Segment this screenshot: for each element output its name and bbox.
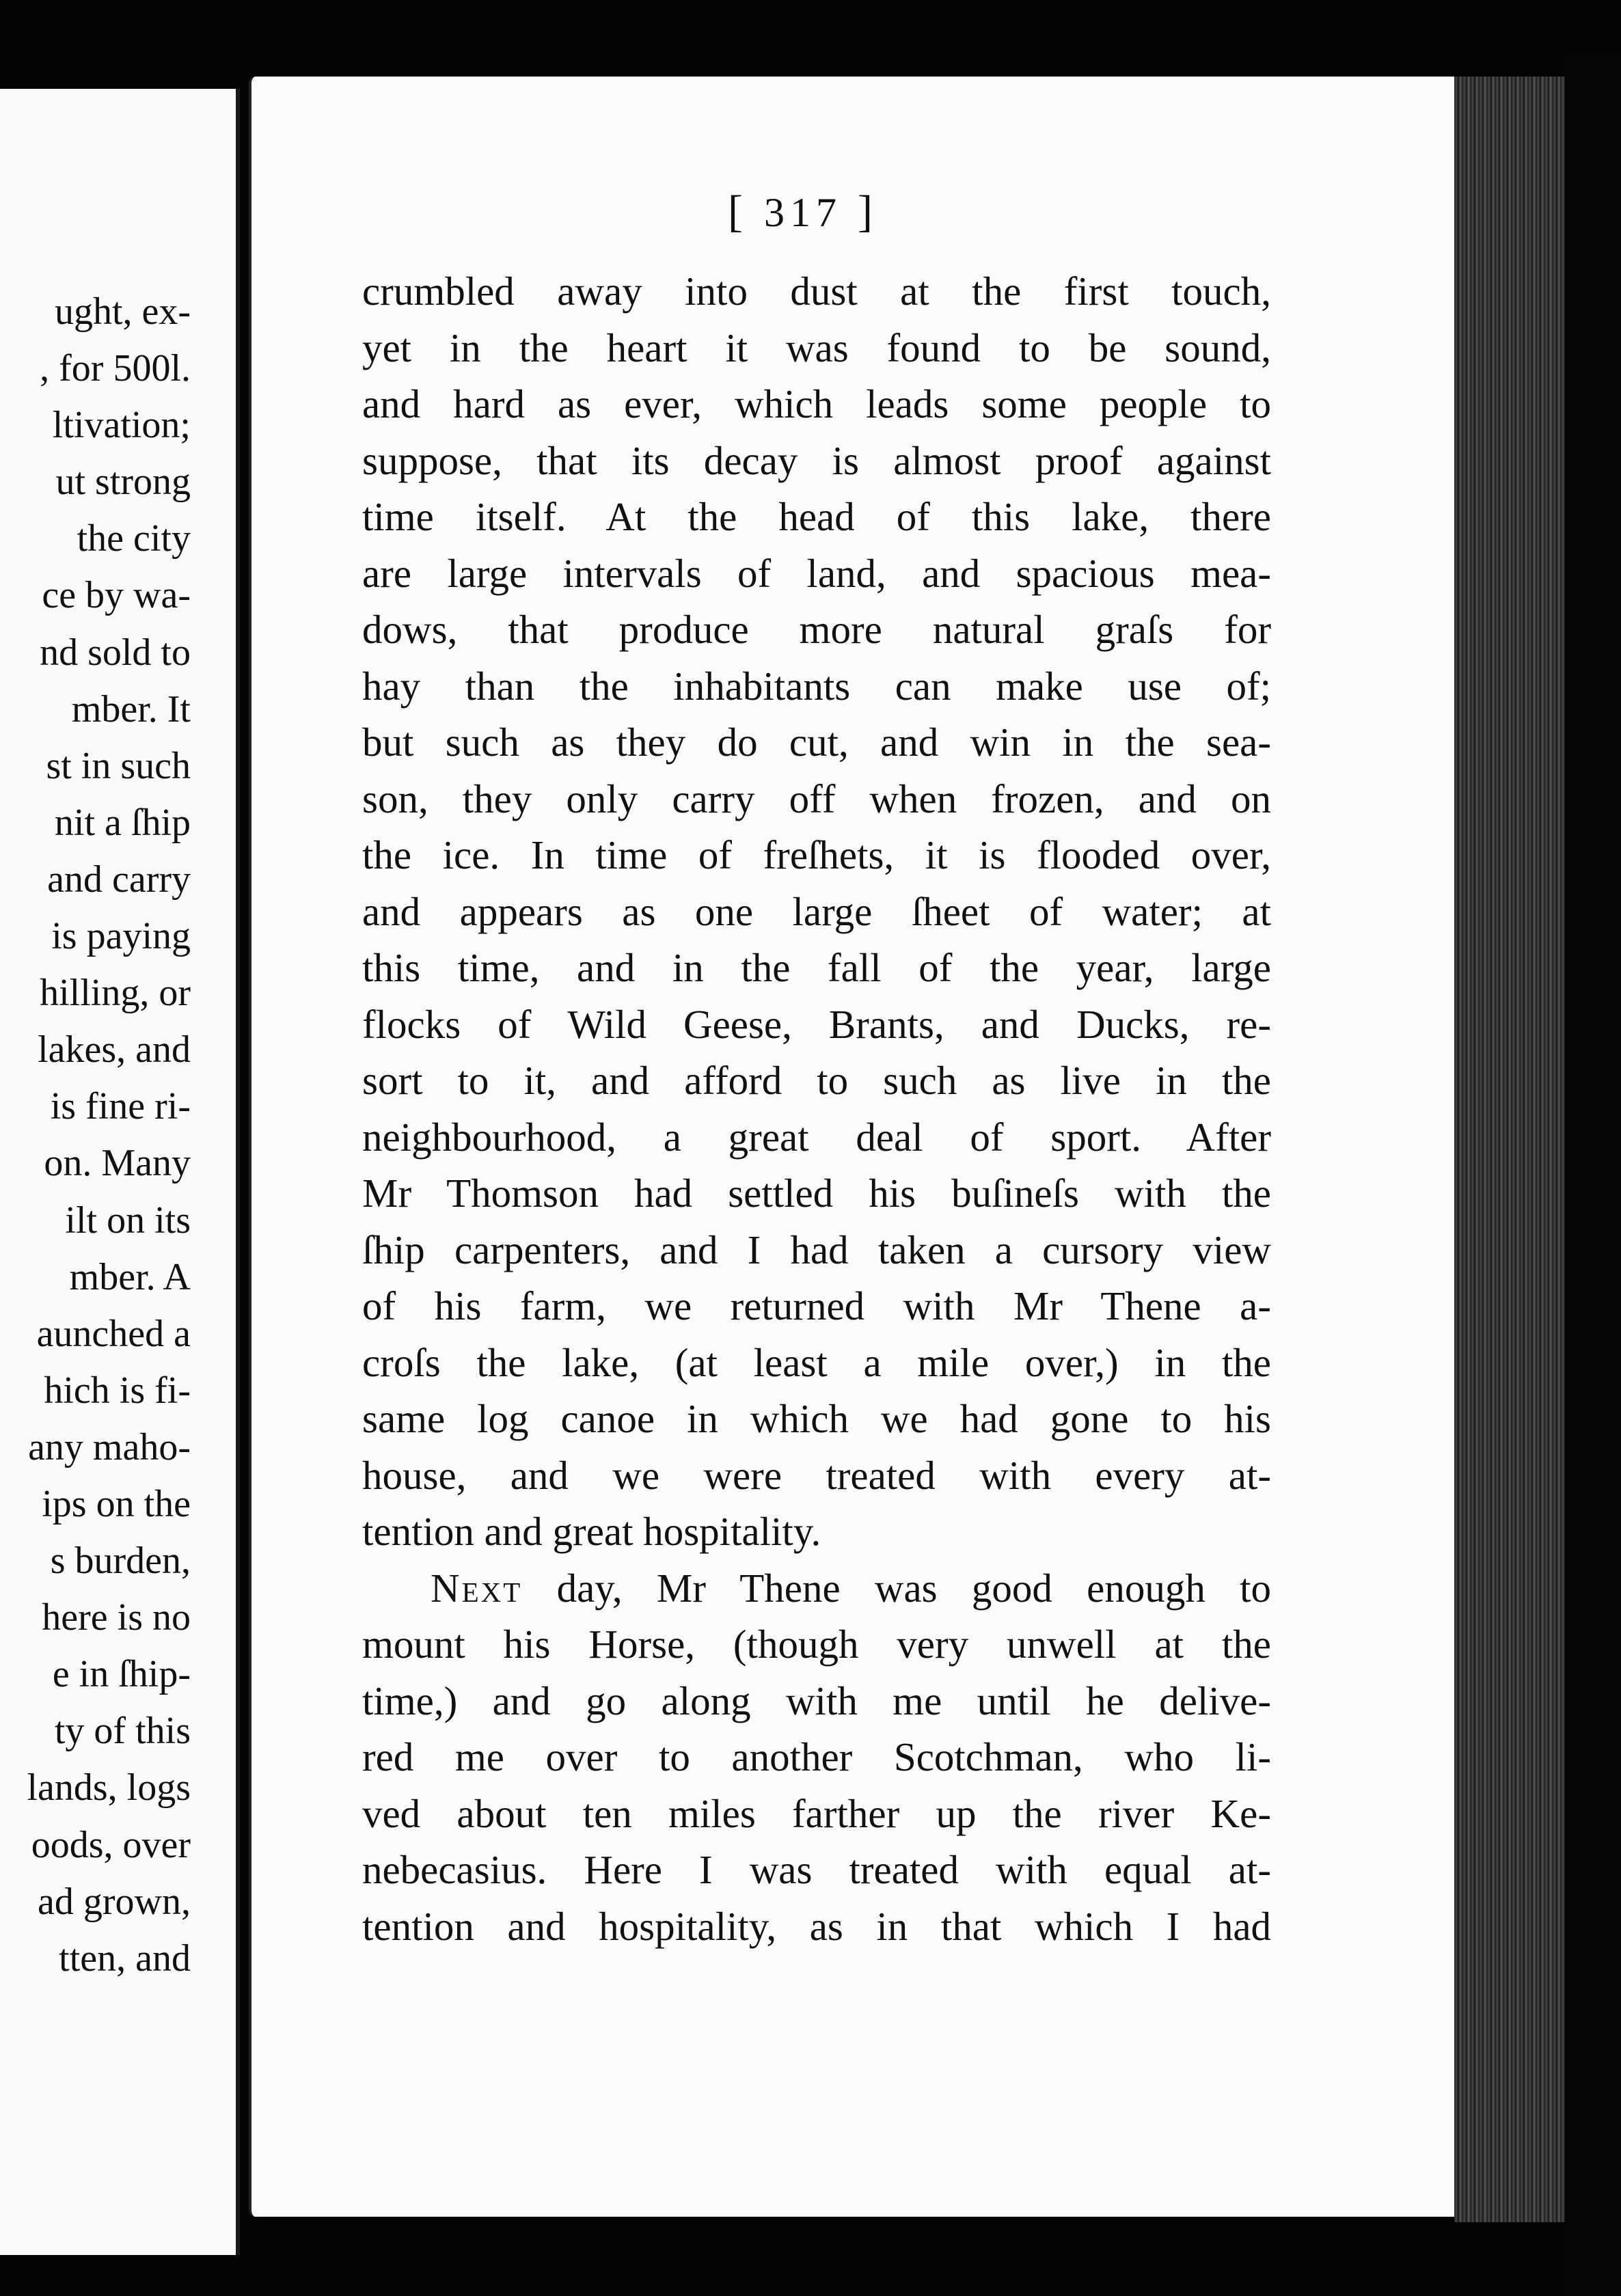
left-page-line: ips on the	[42, 1482, 191, 1525]
text-line: of his farm, we returned with Mr Thene a-	[362, 1283, 1271, 1328]
left-page-line: hich is fi-	[44, 1369, 191, 1412]
paragraph-1	[362, 263, 1271, 1560]
left-page-text	[0, 284, 191, 1987]
left-page-line: , for 500l.	[40, 347, 191, 390]
text-line: red me over to another Scotchman, who li-	[362, 1734, 1271, 1779]
text-line: mount his Horse, (though very unwell at the	[362, 1622, 1271, 1667]
small-caps-word: Next	[431, 1565, 523, 1611]
left-page-line: ce by wa-	[42, 574, 191, 617]
page-number-header	[690, 186, 916, 238]
text-line: and hard as ever, which leads some people to	[362, 381, 1271, 426]
left-page-line: tten, and	[59, 1937, 191, 1980]
left-page-line: ilt on its	[65, 1199, 191, 1242]
left-page-line: lands, logs	[27, 1766, 191, 1809]
text-line: tention and hospitality, as in that which I had	[362, 1903, 1271, 1949]
text-line: dows, that produce more natural graſs for	[362, 607, 1271, 652]
text-line: this time, and in the fall of the year, large	[362, 945, 1271, 990]
left-page-line: nit a ſhip	[54, 801, 191, 844]
left-page-line: here is no	[42, 1596, 191, 1639]
left-page-line: mber. A	[69, 1255, 191, 1298]
text-line: ſhip carpenters, and I had taken a cursory view	[362, 1227, 1271, 1272]
left-page-line: hilling, or	[40, 972, 191, 1015]
text-line: neighbourhood, a great deal of sport. After	[362, 1114, 1271, 1160]
text-line: yet in the heart it was found to be sound,	[362, 325, 1271, 370]
page-body	[362, 263, 1271, 1954]
left-page-line: nd sold to	[40, 631, 191, 674]
text-line: ved about ten miles farther up the river Ke-	[362, 1790, 1271, 1836]
left-page-line: ught, ex-	[54, 290, 191, 333]
left-page-line: oods, over	[31, 1823, 191, 1866]
text-line: sort to it, and afford to such as live in the	[362, 1058, 1271, 1103]
text-line: time itself. At the head of this lake, there	[362, 494, 1271, 539]
left-page-line: s burden,	[50, 1540, 191, 1583]
left-page-line: is fine ri-	[50, 1085, 191, 1128]
scan-border	[1565, 55, 1621, 2296]
open-bracket: [	[728, 187, 748, 236]
text-line: croſs the lake, (at least a mile over,) in the	[362, 1339, 1271, 1385]
text-line: Mr Thomson had settled his buſineſs with the	[362, 1171, 1271, 1216]
paragraph-2	[362, 1560, 1271, 1955]
left-page-line: e in ſhip-	[52, 1653, 191, 1696]
left-page	[0, 89, 240, 2255]
left-page-line: st in such	[46, 744, 191, 787]
text-line: flocks of Wild Geese, Brants, and Ducks, re-	[362, 1001, 1271, 1047]
text-line: house, and we were treated with every at-	[362, 1452, 1271, 1498]
text-line: are large intervals of land, and spacious mea-	[362, 550, 1271, 596]
close-bracket: ]	[858, 187, 878, 236]
text-line: suppose, that its decay is almost proof against	[362, 437, 1271, 483]
left-page-line: ut strong	[55, 461, 191, 504]
text-line: time,) and go along with me until he delive-	[362, 1678, 1271, 1723]
text-line: tention and great hospitality.	[362, 1509, 821, 1554]
paragraph-2-first-line: Next day, Mr Thene was good enough to	[431, 1565, 1271, 1611]
text-line: crumbled away into dust at the first touch,	[362, 269, 1271, 314]
left-page-line: and carry	[47, 858, 191, 901]
text-line: the ice. In time of freſhets, it is flooded over,	[362, 832, 1271, 877]
left-page-line: is paying	[51, 915, 191, 958]
left-page-line: on. Many	[44, 1142, 191, 1185]
left-page-line: any maho-	[28, 1425, 191, 1468]
left-page-line: ad grown,	[38, 1880, 191, 1923]
left-page-line: ltivation;	[52, 404, 191, 447]
left-page-line: aunched a	[36, 1312, 191, 1355]
page-number: 317	[764, 190, 842, 235]
left-page-line: ty of this	[54, 1710, 191, 1753]
page-edges	[1454, 77, 1580, 2222]
left-page-line: mber. It	[71, 687, 191, 730]
text-line: nebecasius. Here I was treated with equal at-	[362, 1847, 1271, 1892]
text-line: but such as they do cut, and win in the sea-	[362, 720, 1271, 765]
left-page-line: lakes, and	[38, 1028, 191, 1071]
text-line: same log canoe in which we had gone to his	[362, 1396, 1271, 1441]
text-line: hay than the inhabitants can make use of;	[362, 663, 1271, 709]
text-line: and appears as one large ſheet of water; at	[362, 888, 1271, 934]
left-page-line: the city	[77, 517, 191, 560]
text-line: son, they only carry off when frozen, and on	[362, 776, 1271, 821]
